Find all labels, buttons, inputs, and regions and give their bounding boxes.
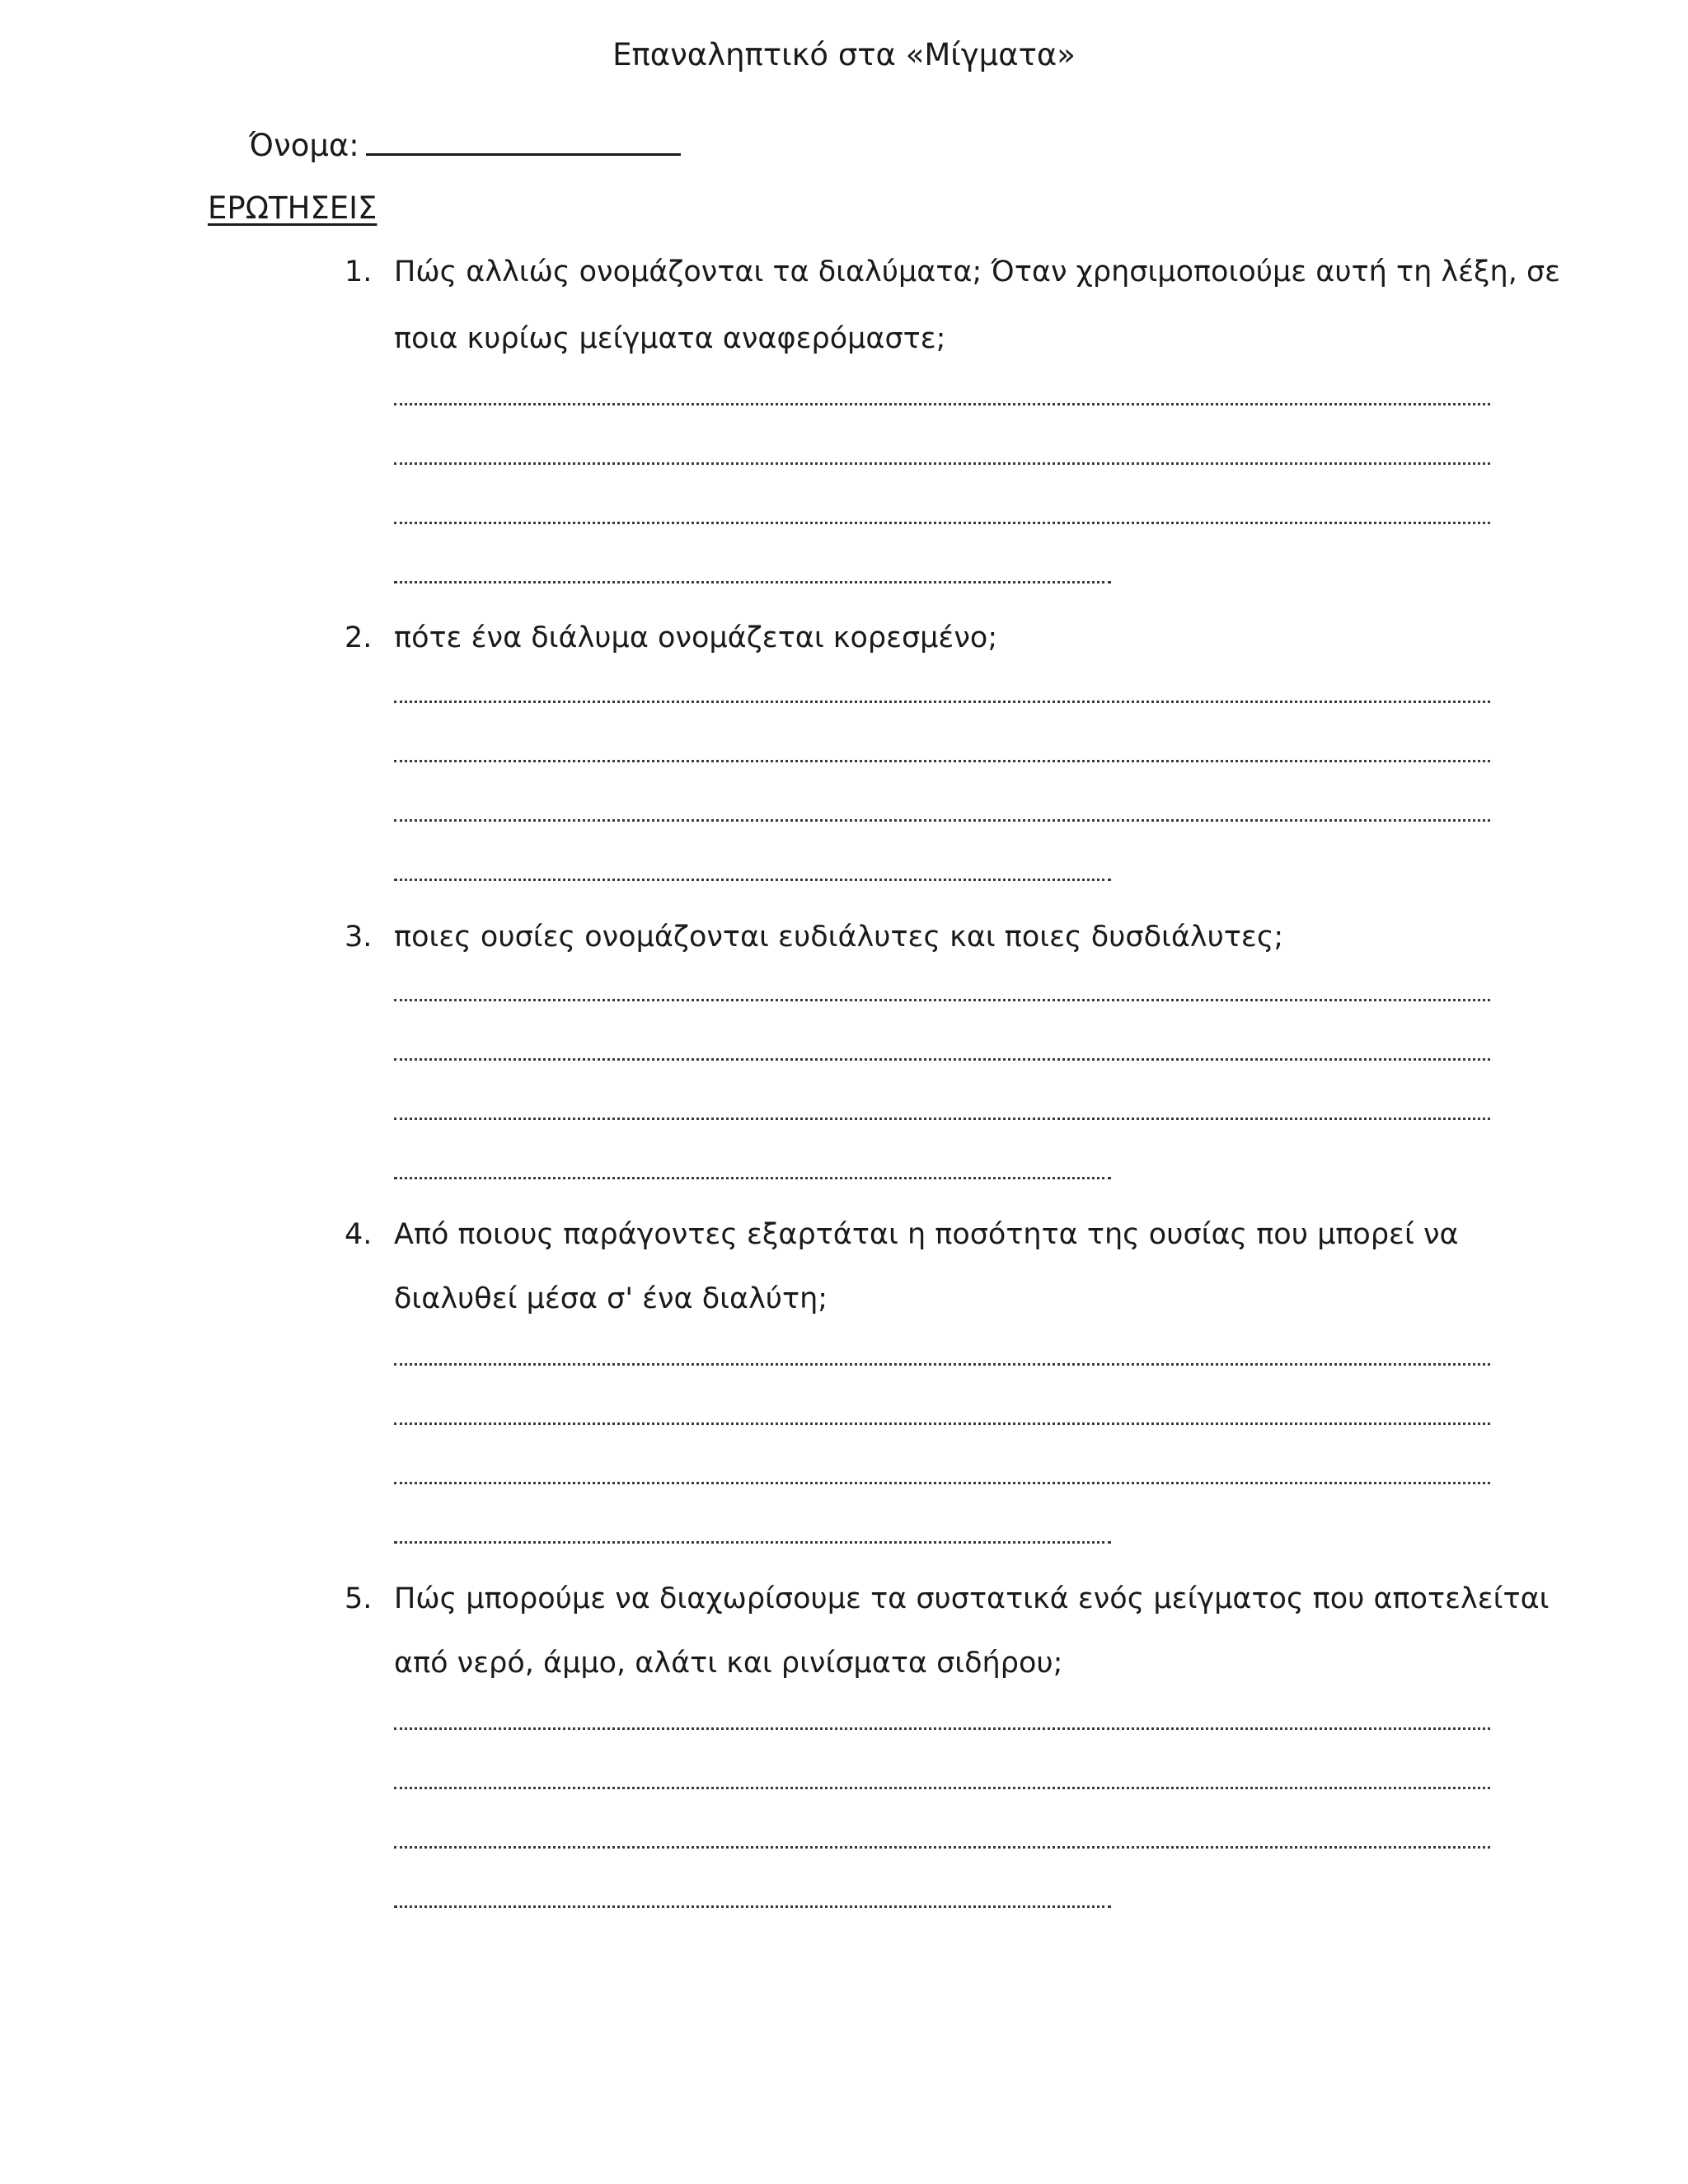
question-text-line: από νερό, άμμο, αλάτι και ρινίσματα σιδήρου;	[394, 1647, 1063, 1680]
question-number: 2.	[345, 621, 373, 654]
question-text-line: Πώς αλλιώς ονομάζονται τα διαλύματα; Όταν χρησιμοποιούμε αυτή τη λέξη, σε	[394, 255, 1561, 288]
question-number: 4.	[345, 1218, 373, 1251]
answer-line[interactable]	[394, 1058, 1490, 1061]
question-text-line: ποια κυρίως μείγματα αναφερόμαστε;	[394, 322, 946, 355]
answer-line[interactable]	[394, 1846, 1490, 1849]
answer-line[interactable]	[394, 522, 1490, 524]
question-number: 5.	[345, 1582, 373, 1615]
answer-line[interactable]	[394, 760, 1490, 762]
answer-line[interactable]	[394, 1422, 1490, 1425]
answer-line[interactable]	[394, 1727, 1490, 1730]
name-field-row	[249, 122, 681, 166]
answer-line[interactable]	[394, 1482, 1490, 1484]
question-text-line: Πώς μπορούμε να διαχωρίσουμε τα συστατικά ενός μείγματος που αποτελείται	[394, 1582, 1550, 1615]
answer-line[interactable]	[394, 1541, 1111, 1544]
answer-line[interactable]	[394, 1363, 1490, 1366]
answer-line[interactable]	[394, 1905, 1111, 1908]
name-blank-line[interactable]	[366, 122, 681, 156]
answer-line[interactable]	[394, 581, 1111, 583]
question-number: 3.	[345, 921, 373, 954]
question-number: 1.	[345, 255, 373, 288]
answer-line[interactable]	[394, 462, 1490, 465]
section-heading: ΕΡΩΤΗΣΕΙΣ	[208, 190, 377, 226]
answer-line[interactable]	[394, 879, 1111, 881]
answer-line[interactable]	[394, 701, 1490, 703]
question-text-line: πότε ένα διάλυμα ονομάζεται κορεσμένο;	[394, 621, 998, 654]
answer-line[interactable]	[394, 1787, 1490, 1789]
question-text-line: Από ποιους παράγοντες εξαρτάται η ποσότητα της ουσίας που μπορεί να	[394, 1218, 1459, 1251]
document-title: Επαναληπτικό στα «Μίγματα»	[612, 37, 1076, 73]
question-text-line: ποιες ουσίες ονομάζονται ευδιάλυτες και ποιες δυσδιάλυτες;	[394, 921, 1284, 954]
answer-line[interactable]	[394, 1177, 1111, 1179]
answer-line[interactable]	[394, 999, 1490, 1001]
question-text-line: διαλυθεί μέσα σ' ένα διαλύτη;	[394, 1282, 828, 1315]
name-label: Όνομα:	[249, 128, 359, 163]
answer-line[interactable]	[394, 819, 1490, 822]
answer-line[interactable]	[394, 1118, 1490, 1120]
answer-line[interactable]	[394, 403, 1490, 405]
